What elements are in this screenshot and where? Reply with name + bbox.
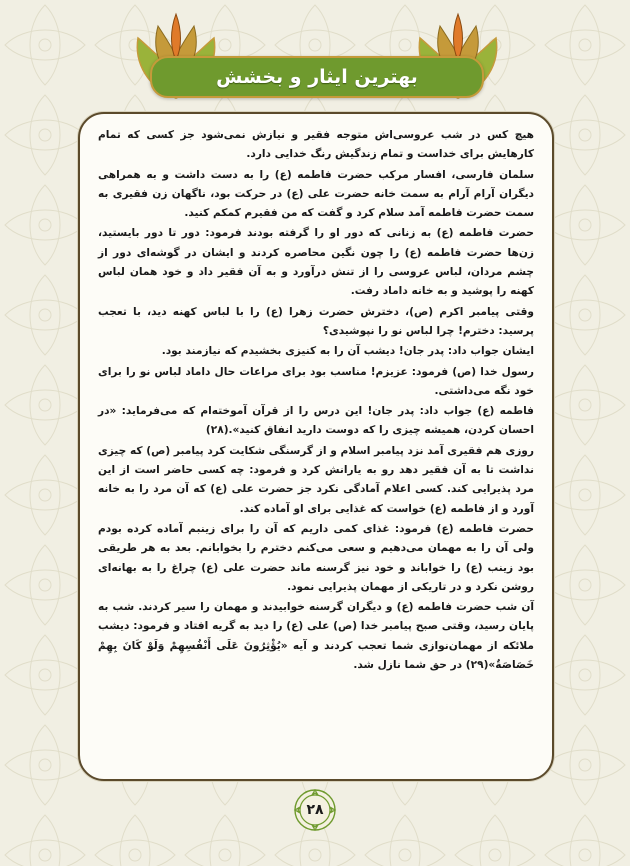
paragraph: رسول خدا (ص) فرمود: عزیزم! مناسب بود برای مراعات حال داماد لباس نو را برای خود نگه می‌داشتی. (98, 365, 534, 397)
paragraph: روزی هم فقیری آمد نزد پیامبر اسلام و از گرسنگی شکایت کرد پیامبر (ص) که چیزی نداشت تا به آن فقیر دهد رو به یارانش کرد و فرمود: چه کسی حاضر است از این مرد پذیرایی کند. کسی اعلام آمادگی نکرد جز حضرت علی (ع) که آن مرد را به خانه آورد و از فاطمه (ع) خواست که غذایی برای او آماده کند. (98, 444, 534, 515)
paragraph: حضرت فاطمه (ع) فرمود: غذای کمی داریم که آن را برای زینبم آماده کرده بودم ولی آن را به مهمان می‌دهیم و سعی می‌کنم دخترم را بخوابانم. بعد به هر طریقی بود زینب (ع) را خواباند و خود نیز گرسنه ماند حضرت علی (ع) چراغ را به بهانه‌ای روشن نکرد و در تاریکی از مهمان پذیرایی نمود. (98, 522, 534, 593)
content-frame (78, 112, 554, 781)
page-number: ۲۸ (306, 802, 324, 818)
paragraph: سلمان فارسی، افسار مرکب حضرت فاطمه (ع) را به دست داشت و به همراهی دیگران آرام آرام به سمت خانه حضرت علی (ع) در حرکت بود، ناگهان زن فقیری به سمت حضرت فاطمه آمد سلام کرد و گفت که من فقیرم کمکم کنید. (98, 168, 534, 220)
paragraph: وقتی پیامبر اکرم (ص)، دخترش حضرت زهرا (ع) را با لباس کهنه دید، با تعجب پرسید: دخترم! چرا لباس نو را نپوشیدی؟ (98, 305, 534, 337)
paragraph: ایشان جواب داد: پدر جان! دیشب آن را به کنیزی بخشیدم که نیازمند بود. (161, 345, 534, 358)
page-number-badge (293, 788, 337, 832)
paragraph: فاطمه (ع) جواب داد: پدر جان! این درس را از قرآن آموخته‌ام که می‌فرماید: «در احسان کردن، همیشه چیزی را که دوست دارید انفاق کنید».(۲۸) (98, 405, 534, 437)
page-title: بهترین ایثار و بخشش (216, 66, 418, 88)
paragraph: آن شب حضرت فاطمه (ع) و دیگران گرسنه خوابیدند و مهمان را سیر کردند. شب به پایان رسید، وقتی صبح پیامبر خدا (ص) علی (ع) را دید به گریه افتاد و فرمود: دیشب ملائکه از مهمان‌نوازی شما تعجب کردند و آیه «یُؤْثِرُونَ عَلَی أَنْفُسِهِمْ وَلَوْ کَانَ بِهِمْ خَصَاصَةٌ»(۲۹) در حق شما نازل شد. (98, 601, 534, 672)
body-text (98, 126, 534, 767)
paragraph: هیچ کس در شب عروسی‌اش متوجه فقیر و نیازش نمی‌شود جز کسی که تمام کارهایش برای خداست و تمام زندگیش رنگ خدایی دارد. (98, 129, 534, 161)
paragraph: حضرت فاطمه (ع) به زنانی که دور او را گرفته بودند فرمود: دور تا دور بایستید، زن‌ها حضرت فاطمه (ع) را چون نگین محاصره کردند و ایشان در گوشه‌ای دور از چشم مردان، لباس عروسی را از تنش درآورد و به آن فقیر داد و خود همان لباس کهنه را پوشید و به خانه داماد رفت. (98, 227, 534, 298)
title-banner (150, 56, 484, 98)
